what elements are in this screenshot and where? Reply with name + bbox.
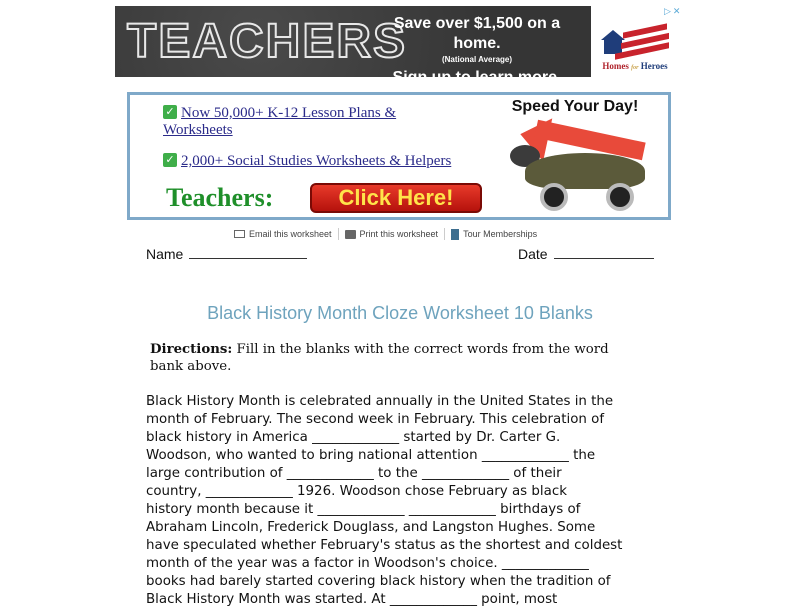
social-studies-link[interactable]: ✓ 2,000+ Social Studies Worksheets & Helpers — [163, 153, 451, 170]
ad-headline: TEACHERS — [127, 15, 408, 68]
ad-offer-line2: (National Average) — [441, 55, 513, 64]
passage-line: Woodson, who wanted to bring national attention _____________ the — [146, 448, 596, 463]
printer-icon — [345, 230, 356, 239]
homes-for-heroes-logo[interactable] — [593, 6, 675, 77]
worksheet-title: Black History Month Cloze Worksheet 10 Blanks — [207, 303, 593, 323]
date-label: Date — [518, 246, 548, 262]
checkmark-icon: ✓ — [163, 153, 177, 167]
ad-choices-close-icon[interactable]: ▷✕ — [664, 7, 683, 17]
book-icon — [451, 229, 459, 240]
print-worksheet-link[interactable]: Print this worksheet — [339, 229, 445, 239]
passage-line: month of February. The second week in February. This celebration of — [146, 412, 605, 427]
tour-memberships-link[interactable]: Tour Memberships — [445, 229, 543, 240]
date-field — [518, 246, 654, 262]
passage-line: have speculated whether February's status as the shortest and coldest — [146, 538, 623, 553]
teachers-label: Teachers: — [166, 183, 274, 212]
name-label: Name — [146, 246, 184, 262]
email-worksheet-link[interactable]: Email this worksheet — [228, 229, 338, 239]
directions-label: Directions: — [150, 342, 233, 357]
promo-ad-box[interactable] — [127, 92, 671, 220]
ad-offer — [369, 14, 585, 90]
turtle-image — [525, 153, 645, 189]
ad-offer-line3: Sign up to learn more. — [392, 69, 562, 86]
passage-line: large contribution of _____________ to the _____________ of their — [146, 466, 562, 481]
lesson-plans-link[interactable]: ✓ Now 50,000+ K-12 Lesson Plans & Worksheets — [163, 105, 397, 138]
logo-brand-text: Homes for Heroes — [602, 61, 668, 71]
passage-line: month of the year was a factor in Woodson's choice. _____________ — [146, 556, 589, 571]
passage-line: books had barely started covering black history when the tradition of — [146, 574, 611, 589]
envelope-icon — [234, 230, 245, 238]
speed-your-day-text: Speed Your Day! — [511, 98, 639, 115]
click-here-button[interactable]: Click Here! — [310, 183, 482, 213]
date-blank-line — [554, 246, 654, 259]
worksheet-actions — [228, 228, 543, 240]
passage-line: history month because it _____________ _____________ birthdays of — [146, 502, 581, 517]
passage-line: Black History Month was started. At _____________ point, most — [146, 592, 558, 607]
passage-line: country, _____________ 1926. Woodson chose February as black — [146, 484, 567, 499]
teachers-home-ad[interactable] — [115, 6, 591, 86]
directions: Directions: Fill in the blanks with the correct words from the word bank above. — [150, 342, 609, 374]
passage-line: Abraham Lincoln, Frederick Douglass, and Langston Hughes. Some — [146, 520, 596, 535]
wheel-icon — [540, 183, 568, 211]
name-blank-line — [189, 246, 307, 259]
house-icon — [601, 30, 625, 40]
passage-line: Black History Month is celebrated annually in the United States in the — [146, 394, 614, 409]
cloze-passage — [146, 393, 662, 609]
checkmark-icon: ✓ — [163, 105, 177, 119]
name-field — [146, 246, 307, 262]
wheel-icon — [606, 183, 634, 211]
ad-offer-line1: Save over $1,500 on a home. — [393, 15, 561, 52]
passage-line: black history in America _____________ started by Dr. Carter G. — [146, 430, 561, 445]
